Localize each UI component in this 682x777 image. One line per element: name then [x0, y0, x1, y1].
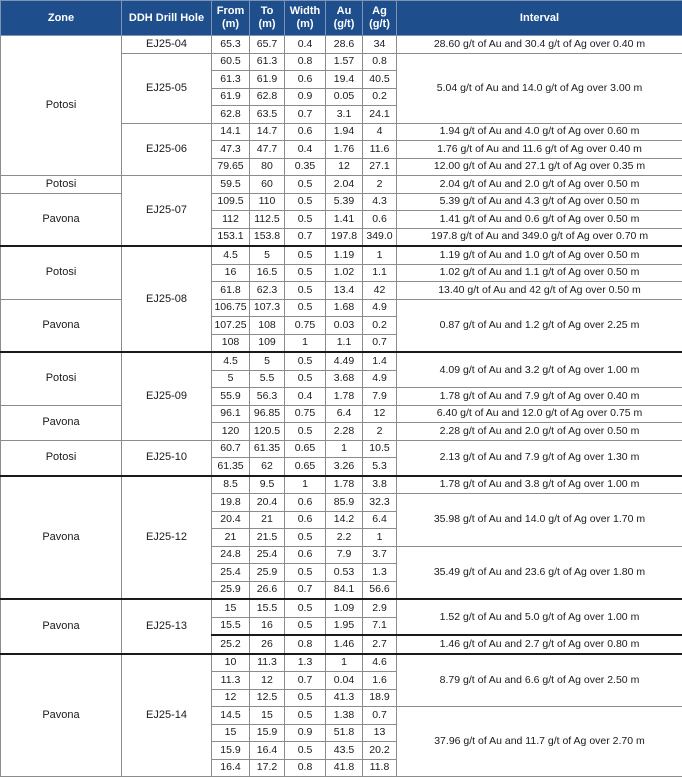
ag-cell: 11.6	[363, 141, 397, 159]
to-cell: 14.7	[250, 123, 285, 141]
width-cell: 0.5	[285, 564, 326, 582]
table-row	[1, 299, 682, 317]
ag-cell: 7.1	[363, 617, 397, 635]
to-cell: 107.3	[250, 299, 285, 317]
to-cell: 112.5	[250, 211, 285, 229]
width-cell: 0.5	[285, 423, 326, 441]
header-width: Width (m)	[285, 1, 326, 36]
from-cell: 108	[212, 334, 250, 352]
ag-cell: 1	[363, 246, 397, 264]
ag-cell: 0.2	[363, 88, 397, 106]
from-cell: 112	[212, 211, 250, 229]
width-cell: 0.65	[285, 440, 326, 458]
width-cell: 0.5	[285, 352, 326, 370]
table-body	[1, 36, 682, 777]
width-cell: 0.6	[285, 546, 326, 564]
au-cell: 85.9	[326, 494, 363, 512]
au-cell: 84.1	[326, 581, 363, 599]
au-cell: 19.4	[326, 71, 363, 89]
au-cell: 1.41	[326, 211, 363, 229]
au-cell: 1	[326, 654, 363, 672]
to-cell: 17.2	[250, 759, 285, 777]
width-cell: 0.35	[285, 158, 326, 176]
to-cell: 15.5	[250, 599, 285, 617]
from-cell: 8.5	[212, 476, 250, 494]
to-cell: 65.7	[250, 36, 285, 54]
au-cell: 0.05	[326, 88, 363, 106]
width-cell: 1	[285, 334, 326, 352]
from-cell: 61.8	[212, 282, 250, 300]
ag-cell: 4.9	[363, 370, 397, 388]
width-cell: 1	[285, 476, 326, 494]
au-cell: 7.9	[326, 546, 363, 564]
interval-cell: 2.13 g/t of Au and 7.9 g/t of Ag over 1.30 m	[397, 440, 682, 476]
au-cell: 5.39	[326, 193, 363, 211]
to-cell: 63.5	[250, 106, 285, 124]
from-cell: 19.8	[212, 494, 250, 512]
to-cell: 26	[250, 635, 285, 654]
interval-cell: 1.52 g/t of Au and 5.0 g/t of Ag over 1.00 m	[397, 599, 682, 635]
width-cell: 0.75	[285, 405, 326, 423]
to-cell: 110	[250, 193, 285, 211]
au-cell: 3.26	[326, 458, 363, 476]
au-cell: 2.2	[326, 529, 363, 547]
au-cell: 1.38	[326, 707, 363, 725]
interval-cell: 2.04 g/t of Au and 2.0 g/t of Ag over 0.50 m	[397, 176, 682, 194]
au-cell: 1.78	[326, 388, 363, 406]
interval-cell: 8.79 g/t of Au and 6.6 g/t of Ag over 2.50 m	[397, 654, 682, 707]
from-cell: 47.3	[212, 141, 250, 159]
au-cell: 3.68	[326, 370, 363, 388]
au-cell: 13.4	[326, 282, 363, 300]
table-header	[1, 1, 682, 36]
zone-cell: Pavona	[1, 654, 122, 777]
interval-cell: 37.96 g/t of Au and 11.7 g/t of Ag over 2.70 m	[397, 707, 682, 777]
from-cell: 4.5	[212, 352, 250, 370]
from-cell: 5	[212, 370, 250, 388]
au-cell: 1.94	[326, 123, 363, 141]
interval-cell: 35.98 g/t of Au and 14.0 g/t of Ag over 1.70 m	[397, 494, 682, 547]
to-cell: 109	[250, 334, 285, 352]
width-cell: 0.6	[285, 123, 326, 141]
ag-cell: 1.1	[363, 264, 397, 282]
to-cell: 9.5	[250, 476, 285, 494]
zone-cell: Potosi	[1, 246, 122, 299]
ag-cell: 3.7	[363, 546, 397, 564]
to-cell: 60	[250, 176, 285, 194]
au-cell: 41.3	[326, 689, 363, 707]
au-cell: 28.6	[326, 36, 363, 54]
interval-cell: 12.00 g/t of Au and 27.1 g/t of Ag over 0.35 m	[397, 158, 682, 176]
to-cell: 16.5	[250, 264, 285, 282]
header-to: To (m)	[250, 1, 285, 36]
interval-cell: 5.39 g/t of Au and 4.3 g/t of Ag over 0.50 m	[397, 193, 682, 211]
from-cell: 16.4	[212, 759, 250, 777]
to-cell: 61.3	[250, 53, 285, 71]
drill-hole-cell: EJ25-09	[122, 352, 212, 440]
au-cell: 2.28	[326, 423, 363, 441]
zone-cell: Pavona	[1, 193, 122, 246]
zone-cell: Potosi	[1, 176, 122, 194]
ag-cell: 11.8	[363, 759, 397, 777]
interval-cell: 4.09 g/t of Au and 3.2 g/t of Ag over 1.00 m	[397, 352, 682, 388]
drill-hole-cell: EJ25-05	[122, 53, 212, 123]
table-row	[1, 176, 682, 194]
au-cell: 1	[326, 440, 363, 458]
from-cell: 24.8	[212, 546, 250, 564]
zone-cell: Potosi	[1, 352, 122, 405]
width-cell: 0.7	[285, 581, 326, 599]
table-row	[1, 440, 682, 458]
to-cell: 62.8	[250, 88, 285, 106]
width-cell: 0.7	[285, 672, 326, 690]
ag-cell: 4.3	[363, 193, 397, 211]
au-cell: 12	[326, 158, 363, 176]
ag-cell: 10.5	[363, 440, 397, 458]
ag-cell: 1	[363, 529, 397, 547]
from-cell: 14.5	[212, 707, 250, 725]
table-row	[1, 476, 682, 494]
drill-hole-cell: EJ25-12	[122, 476, 212, 600]
to-cell: 16	[250, 617, 285, 635]
au-cell: 3.1	[326, 106, 363, 124]
to-cell: 12	[250, 672, 285, 690]
interval-cell: 1.78 g/t of Au and 3.8 g/t of Ag over 1.00 m	[397, 476, 682, 494]
ag-cell: 2	[363, 176, 397, 194]
width-cell: 0.5	[285, 193, 326, 211]
ag-cell: 24.1	[363, 106, 397, 124]
to-cell: 21	[250, 511, 285, 529]
from-cell: 79.65	[212, 158, 250, 176]
to-cell: 11.3	[250, 654, 285, 672]
table-row	[1, 599, 682, 617]
width-cell: 0.5	[285, 742, 326, 760]
au-cell: 1.68	[326, 299, 363, 317]
zone-cell: Potosi	[1, 440, 122, 476]
ag-cell: 56.6	[363, 581, 397, 599]
width-cell: 0.9	[285, 724, 326, 742]
au-cell: 1.46	[326, 635, 363, 654]
width-cell: 0.5	[285, 246, 326, 264]
au-cell: 4.49	[326, 352, 363, 370]
interval-cell: 2.28 g/t of Au and 2.0 g/t of Ag over 0.50 m	[397, 423, 682, 441]
au-cell: 1.78	[326, 476, 363, 494]
width-cell: 1.3	[285, 654, 326, 672]
from-cell: 60.5	[212, 53, 250, 71]
from-cell: 55.9	[212, 388, 250, 406]
to-cell: 96.85	[250, 405, 285, 423]
ag-cell: 34	[363, 36, 397, 54]
interval-cell: 197.8 g/t of Au and 349.0 g/t of Ag over 0.70 m	[397, 228, 682, 246]
interval-cell: 6.40 g/t of Au and 12.0 g/t of Ag over 0.75 m	[397, 405, 682, 423]
to-cell: 5	[250, 352, 285, 370]
to-cell: 56.3	[250, 388, 285, 406]
zone-cell: Pavona	[1, 299, 122, 352]
ag-cell: 32.3	[363, 494, 397, 512]
to-cell: 108	[250, 317, 285, 335]
to-cell: 62	[250, 458, 285, 476]
from-cell: 61.3	[212, 71, 250, 89]
width-cell: 0.5	[285, 707, 326, 725]
from-cell: 25.4	[212, 564, 250, 582]
interval-cell: 1.19 g/t of Au and 1.0 g/t of Ag over 0.50 m	[397, 246, 682, 264]
from-cell: 106.75	[212, 299, 250, 317]
from-cell: 16	[212, 264, 250, 282]
interval-cell: 5.04 g/t of Au and 14.0 g/t of Ag over 3.00 m	[397, 53, 682, 123]
to-cell: 15	[250, 707, 285, 725]
from-cell: 15	[212, 724, 250, 742]
table-row	[1, 654, 682, 672]
au-cell: 1.76	[326, 141, 363, 159]
au-cell: 51.8	[326, 724, 363, 742]
to-cell: 47.7	[250, 141, 285, 159]
ag-cell: 1.3	[363, 564, 397, 582]
width-cell: 0.7	[285, 228, 326, 246]
au-cell: 43.5	[326, 742, 363, 760]
to-cell: 15.9	[250, 724, 285, 742]
table-row	[1, 246, 682, 264]
ag-cell: 20.2	[363, 742, 397, 760]
interval-cell: 1.46 g/t of Au and 2.7 g/t of Ag over 0.80 m	[397, 635, 682, 654]
drill-hole-cell: EJ25-10	[122, 440, 212, 476]
width-cell: 0.5	[285, 370, 326, 388]
from-cell: 15.5	[212, 617, 250, 635]
table-row	[1, 405, 682, 423]
from-cell: 20.4	[212, 511, 250, 529]
au-cell: 1.95	[326, 617, 363, 635]
ag-cell: 13	[363, 724, 397, 742]
to-cell: 5	[250, 246, 285, 264]
from-cell: 59.5	[212, 176, 250, 194]
width-cell: 0.8	[285, 53, 326, 71]
drill-hole-cell: EJ25-06	[122, 123, 212, 176]
au-cell: 2.04	[326, 176, 363, 194]
header-ag: Ag (g/t)	[363, 1, 397, 36]
ag-cell: 2.7	[363, 635, 397, 654]
ag-cell: 0.2	[363, 317, 397, 335]
ag-cell: 1.4	[363, 352, 397, 370]
drill-hole-cell: EJ25-07	[122, 176, 212, 247]
to-cell: 25.9	[250, 564, 285, 582]
interval-cell: 28.60 g/t of Au and 30.4 g/t of Ag over 0.40 m	[397, 36, 682, 54]
ag-cell: 4.6	[363, 654, 397, 672]
to-cell: 62.3	[250, 282, 285, 300]
from-cell: 62.8	[212, 106, 250, 124]
to-cell: 12.5	[250, 689, 285, 707]
from-cell: 120	[212, 423, 250, 441]
to-cell: 120.5	[250, 423, 285, 441]
ag-cell: 4.9	[363, 299, 397, 317]
au-cell: 197.8	[326, 228, 363, 246]
width-cell: 0.6	[285, 71, 326, 89]
interval-cell: 1.76 g/t of Au and 11.6 g/t of Ag over 0.40 m	[397, 141, 682, 159]
width-cell: 0.5	[285, 176, 326, 194]
ag-cell: 18.9	[363, 689, 397, 707]
from-cell: 25.2	[212, 635, 250, 654]
from-cell: 14.1	[212, 123, 250, 141]
from-cell: 107.25	[212, 317, 250, 335]
from-cell: 109.5	[212, 193, 250, 211]
from-cell: 61.35	[212, 458, 250, 476]
to-cell: 153.8	[250, 228, 285, 246]
au-cell: 0.03	[326, 317, 363, 335]
from-cell: 61.9	[212, 88, 250, 106]
au-cell: 0.04	[326, 672, 363, 690]
ag-cell: 4	[363, 123, 397, 141]
width-cell: 0.5	[285, 529, 326, 547]
ag-cell: 2	[363, 423, 397, 441]
ag-cell: 40.5	[363, 71, 397, 89]
to-cell: 61.35	[250, 440, 285, 458]
to-cell: 80	[250, 158, 285, 176]
ag-cell: 0.6	[363, 211, 397, 229]
interval-cell: 1.78 g/t of Au and 7.9 g/t of Ag over 0.40 m	[397, 388, 682, 406]
au-cell: 41.8	[326, 759, 363, 777]
to-cell: 25.4	[250, 546, 285, 564]
from-cell: 11.3	[212, 672, 250, 690]
width-cell: 0.9	[285, 88, 326, 106]
to-cell: 16.4	[250, 742, 285, 760]
table-row	[1, 193, 682, 211]
zone-cell: Pavona	[1, 599, 122, 654]
interval-cell: 35.49 g/t of Au and 23.6 g/t of Ag over 1.80 m	[397, 546, 682, 599]
interval-cell: 1.41 g/t of Au and 0.6 g/t of Ag over 0.50 m	[397, 211, 682, 229]
to-cell: 61.9	[250, 71, 285, 89]
ag-cell: 42	[363, 282, 397, 300]
ag-cell: 5.3	[363, 458, 397, 476]
zone-cell: Pavona	[1, 476, 122, 600]
ag-cell: 349.0	[363, 228, 397, 246]
width-cell: 0.65	[285, 458, 326, 476]
header-interval: Interval	[397, 1, 682, 36]
width-cell: 0.5	[285, 264, 326, 282]
to-cell: 26.6	[250, 581, 285, 599]
table-row	[1, 352, 682, 370]
width-cell: 0.5	[285, 211, 326, 229]
width-cell: 0.4	[285, 36, 326, 54]
from-cell: 10	[212, 654, 250, 672]
from-cell: 12	[212, 689, 250, 707]
to-cell: 21.5	[250, 529, 285, 547]
width-cell: 0.6	[285, 511, 326, 529]
au-cell: 1.1	[326, 334, 363, 352]
ag-cell: 0.8	[363, 53, 397, 71]
drill-hole-cell: EJ25-14	[122, 654, 212, 777]
ag-cell: 2.9	[363, 599, 397, 617]
zone-cell: Pavona	[1, 405, 122, 440]
to-cell: 20.4	[250, 494, 285, 512]
from-cell: 65.3	[212, 36, 250, 54]
ag-cell: 27.1	[363, 158, 397, 176]
drill-hole-cell: EJ25-13	[122, 599, 212, 654]
au-cell: 1.57	[326, 53, 363, 71]
ag-cell: 0.7	[363, 707, 397, 725]
width-cell: 0.8	[285, 759, 326, 777]
width-cell: 0.5	[285, 599, 326, 617]
width-cell: 0.5	[285, 299, 326, 317]
au-cell: 14.2	[326, 511, 363, 529]
header-from: From (m)	[212, 1, 250, 36]
width-cell: 0.5	[285, 617, 326, 635]
width-cell: 0.8	[285, 635, 326, 654]
zone-cell: Potosi	[1, 36, 122, 176]
ag-cell: 6.4	[363, 511, 397, 529]
ag-cell: 3.8	[363, 476, 397, 494]
au-cell: 1.19	[326, 246, 363, 264]
drill-hole-cell: EJ25-08	[122, 246, 212, 352]
width-cell: 0.4	[285, 388, 326, 406]
ag-cell: 1.6	[363, 672, 397, 690]
interval-cell: 1.94 g/t of Au and 4.0 g/t of Ag over 0.60 m	[397, 123, 682, 141]
from-cell: 153.1	[212, 228, 250, 246]
from-cell: 21	[212, 529, 250, 547]
width-cell: 0.6	[285, 494, 326, 512]
au-cell: 6.4	[326, 405, 363, 423]
width-cell: 0.5	[285, 282, 326, 300]
table-row	[1, 36, 682, 54]
au-cell: 1.09	[326, 599, 363, 617]
from-cell: 15	[212, 599, 250, 617]
interval-cell: 1.02 g/t of Au and 1.1 g/t of Ag over 0.50 m	[397, 264, 682, 282]
from-cell: 25.9	[212, 581, 250, 599]
header-zone: Zone	[1, 1, 122, 36]
width-cell: 0.4	[285, 141, 326, 159]
au-cell: 0.53	[326, 564, 363, 582]
from-cell: 96.1	[212, 405, 250, 423]
from-cell: 60.7	[212, 440, 250, 458]
ag-cell: 12	[363, 405, 397, 423]
interval-cell: 0.87 g/t of Au and 1.2 g/t of Ag over 2.25 m	[397, 299, 682, 352]
from-cell: 4.5	[212, 246, 250, 264]
drill-hole-cell: EJ25-04	[122, 36, 212, 54]
interval-cell: 13.40 g/t of Au and 42 g/t of Ag over 0.50 m	[397, 282, 682, 300]
header-drill-hole: DDH Drill Hole	[122, 1, 212, 36]
ag-cell: 0.7	[363, 334, 397, 352]
to-cell: 5.5	[250, 370, 285, 388]
header-au: Au (g/t)	[326, 1, 363, 36]
ag-cell: 7.9	[363, 388, 397, 406]
from-cell: 15.9	[212, 742, 250, 760]
width-cell: 0.7	[285, 106, 326, 124]
width-cell: 0.5	[285, 689, 326, 707]
au-cell: 1.02	[326, 264, 363, 282]
width-cell: 0.75	[285, 317, 326, 335]
